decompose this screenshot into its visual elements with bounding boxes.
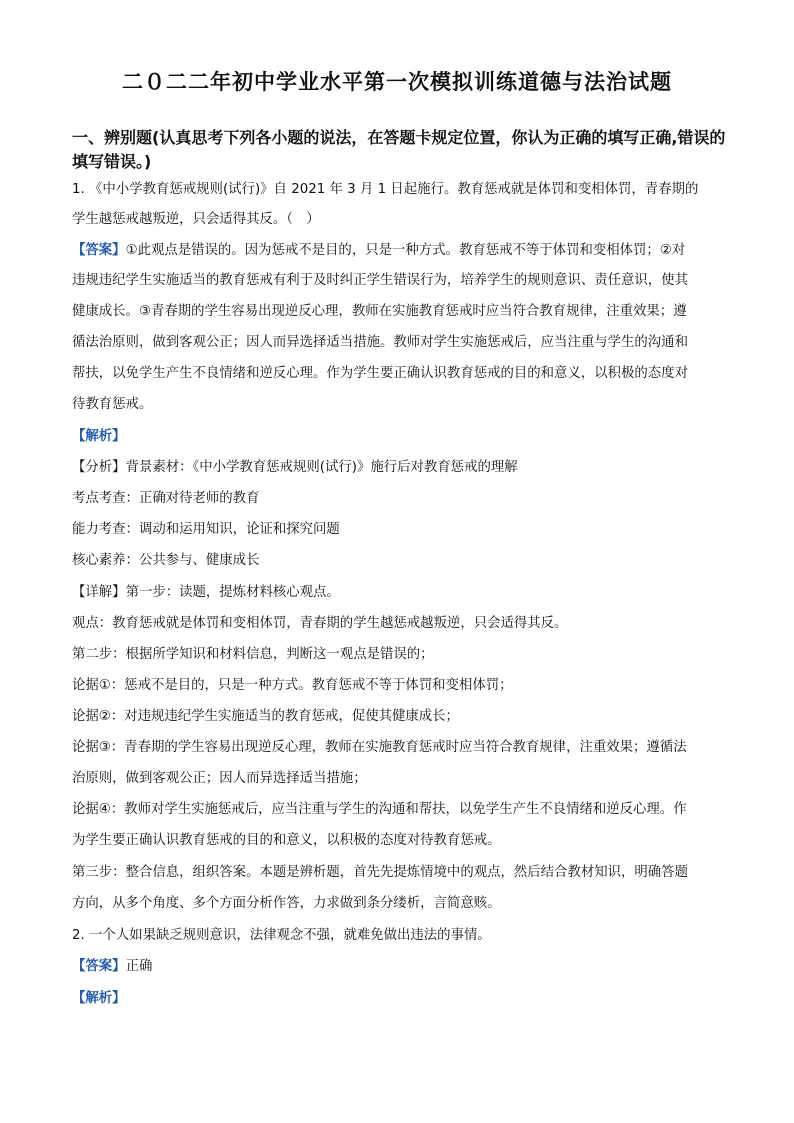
step3-line-1: 第三步：整合信息，组织答案。本题是辨析题，首先先提炼情境中的观点，然后结合教材知识，明确答题 bbox=[72, 865, 688, 880]
fenxi-text: 背景素材：《中小学教育惩戒规则(试行)》施行后对教育惩戒的理解 bbox=[125, 460, 518, 475]
answer-text: ①此观点是错误的。因为惩戒不是目的，只是一种方式。教育惩戒不等于体罚和变相体罚；②对 bbox=[125, 243, 686, 258]
page-title: 二０二二年初中学业水平第一次模拟训练道德与法治试题 bbox=[122, 69, 672, 94]
lunju-4-line-1: 论据④：教师对学生实施惩戒后，应当注重与学生的沟通和帮扶，以免学生产生不良情绪和逆反心理。作 bbox=[72, 802, 687, 817]
kaodian-line: 考点考查：正确对待老师的教育 bbox=[72, 491, 260, 506]
analysis-2 bbox=[72, 989, 732, 1009]
question-2-line-1: 2. 一个人如果缺乏规则意识，法律观念不强，就难免做出违法的事情。 bbox=[72, 928, 491, 943]
nengli-line: 能力考查：调动和运用知识，论证和探究问题 bbox=[72, 522, 340, 537]
lunju-2-line: 论据②：对违规违纪学生实施适当的教育惩戒，促使其健康成长； bbox=[72, 709, 459, 724]
analysis-tag: 【解析】 bbox=[72, 991, 126, 1006]
answer-1-line-5: 帮扶，以免学生产生不良情绪和逆反心理。作为学生要正确认识教育惩戒的目的和意义，以积极的态度对 bbox=[72, 366, 688, 381]
answer-text: 正确 bbox=[125, 959, 153, 974]
xiangjie-line bbox=[72, 583, 732, 603]
answer-tag: 【答案】 bbox=[72, 959, 126, 974]
lunju-4-line-2: 为学生要正确认识教育惩戒的目的和意义，以积极的态度对待教育惩戒。 bbox=[72, 833, 501, 848]
answer-tag: 【答案】 bbox=[72, 243, 126, 258]
lunju-1-line: 论据①：惩戒不是目的，只是一种方式。教育惩戒不等于体罚和变相体罚； bbox=[72, 678, 513, 693]
answer-1-line-2: 违规违纪学生实施适当的教育惩戒有利于及时纠正学生错误行为，培养学生的规则意识、责任意识，使其 bbox=[72, 273, 688, 288]
answer-2-line bbox=[72, 957, 732, 977]
answer-1-line-1 bbox=[72, 241, 732, 261]
hexin-line: 核心素养：公共参与、健康成长 bbox=[72, 553, 260, 568]
xiangjie-tag: 【详解】 bbox=[72, 585, 126, 600]
step3-line-2: 方向，从多个角度、多个方面分析作答，力求做到条分缕析，言简意赅。 bbox=[72, 896, 501, 911]
lunju-3-line-2: 治原则，做到客观公正；因人而异选择适当措施； bbox=[72, 771, 367, 786]
xiangjie-text: 第一步：读题，提炼材料核心观点。 bbox=[125, 585, 340, 600]
answer-1-line-3: 健康成长。③青春期的学生容易出现逆反心理，教师在实施教育惩戒时应当符合教育规律，注重效果；遵 bbox=[72, 304, 687, 319]
analysis-1 bbox=[72, 427, 732, 447]
analysis-tag: 【解析】 bbox=[72, 429, 126, 444]
section-heading: 一、辨别题(认真思考下列各小题的说法，在答题卡规定位置，你认为正确的填写正确,错误的填写错误。) bbox=[72, 128, 726, 171]
question-1-line-1: 1. 《中小学教育惩戒规则(试行)》自 2021 年 3 月 1 日起施行。教育惩戒就是体罚和变相体罚，青春期的 bbox=[72, 182, 699, 197]
step2-line: 第二步：根据所学知识和材料信息，判断这一观点是错误的； bbox=[72, 647, 434, 662]
guandian-line: 观点：教育惩戒就是体罚和变相体罚，青春期的学生越惩戒越叛逆，只会适得其反。 bbox=[72, 616, 568, 631]
lunju-3-line-1: 论据③：青春期的学生容易出现逆反心理，教师在实施教育惩戒时应当符合教育规律，注重效果；遵循法 bbox=[72, 740, 687, 755]
answer-1-line-6: 待教育惩戒。 bbox=[72, 397, 153, 412]
fenxi-line bbox=[72, 458, 732, 478]
fenxi-tag: 【分析】 bbox=[72, 460, 126, 475]
question-1-line-2: 学生越惩戒越叛逆，只会适得其反。（ ） bbox=[72, 212, 320, 227]
answer-1-line-4: 循法治原则，做到客观公正；因人而异选择适当措施。教师对学生实施惩戒后，应当注重与学生的沟通和 bbox=[72, 335, 688, 350]
